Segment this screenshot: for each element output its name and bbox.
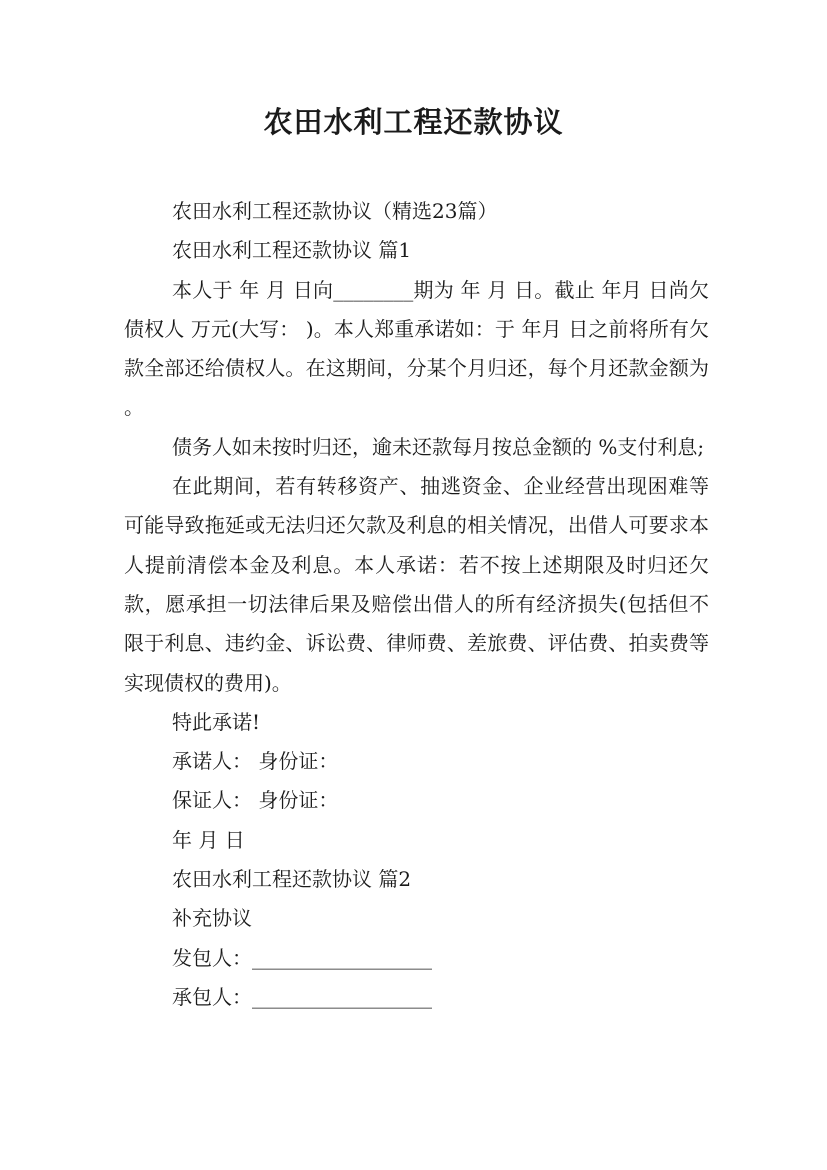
signature-date: 年 月 日 [172, 827, 245, 852]
subtitle-paragraph: 农田水利工程还款协议（精选23篇） [172, 199, 498, 223]
section-heading-1: 农田水利工程还款协议 篇1 [172, 238, 412, 263]
signature-guarantor: 保证人： 身份证： [172, 788, 339, 813]
signature-promisor: 承诺人： 身份证： [172, 749, 339, 774]
paragraph-interest: 债务人如未按时归还，逾未还款每月按总金额的 %支付利息; [172, 434, 705, 459]
paragraph-pledge: 特此承诺! [172, 709, 261, 734]
paragraph-liability: 在此期间，若有转移资产、抽逃资金、企业经营出现困难等可能导致拖延或无法归还欠款及利息的相关情况，出借人可要求本人提前清偿本金及利息。本人承诺：若不按上述期限及时归还欠款，愿承担一切法律后果及赔偿出借人的所有经济损失(包括但不限于利息、违约金、诉讼费、律师费、差旅费、评估费、拍卖费等实现债权的费用)。 [124, 474, 709, 695]
paragraph-loan-terms: 本人于 年 月 日向________期为 年 月 日。截止 年月 日尚欠债权人 万元(大写： )。本人郑重承诺如：于 年月 日之前将所有欠款全部还给债权人。在这期间，分某个月归还，每个月还款金额为 。 [124, 277, 709, 420]
document-title: 农田水利工程还款协议 [263, 105, 564, 139]
contractor-field: 承包人：__________________ [172, 984, 432, 1009]
employer-field: 发包人：__________________ [172, 945, 432, 970]
section-heading-2: 农田水利工程还款协议 篇2 [172, 867, 412, 892]
supplementary-agreement-heading: 补充协议 [172, 906, 252, 931]
document-body [124, 192, 709, 1017]
